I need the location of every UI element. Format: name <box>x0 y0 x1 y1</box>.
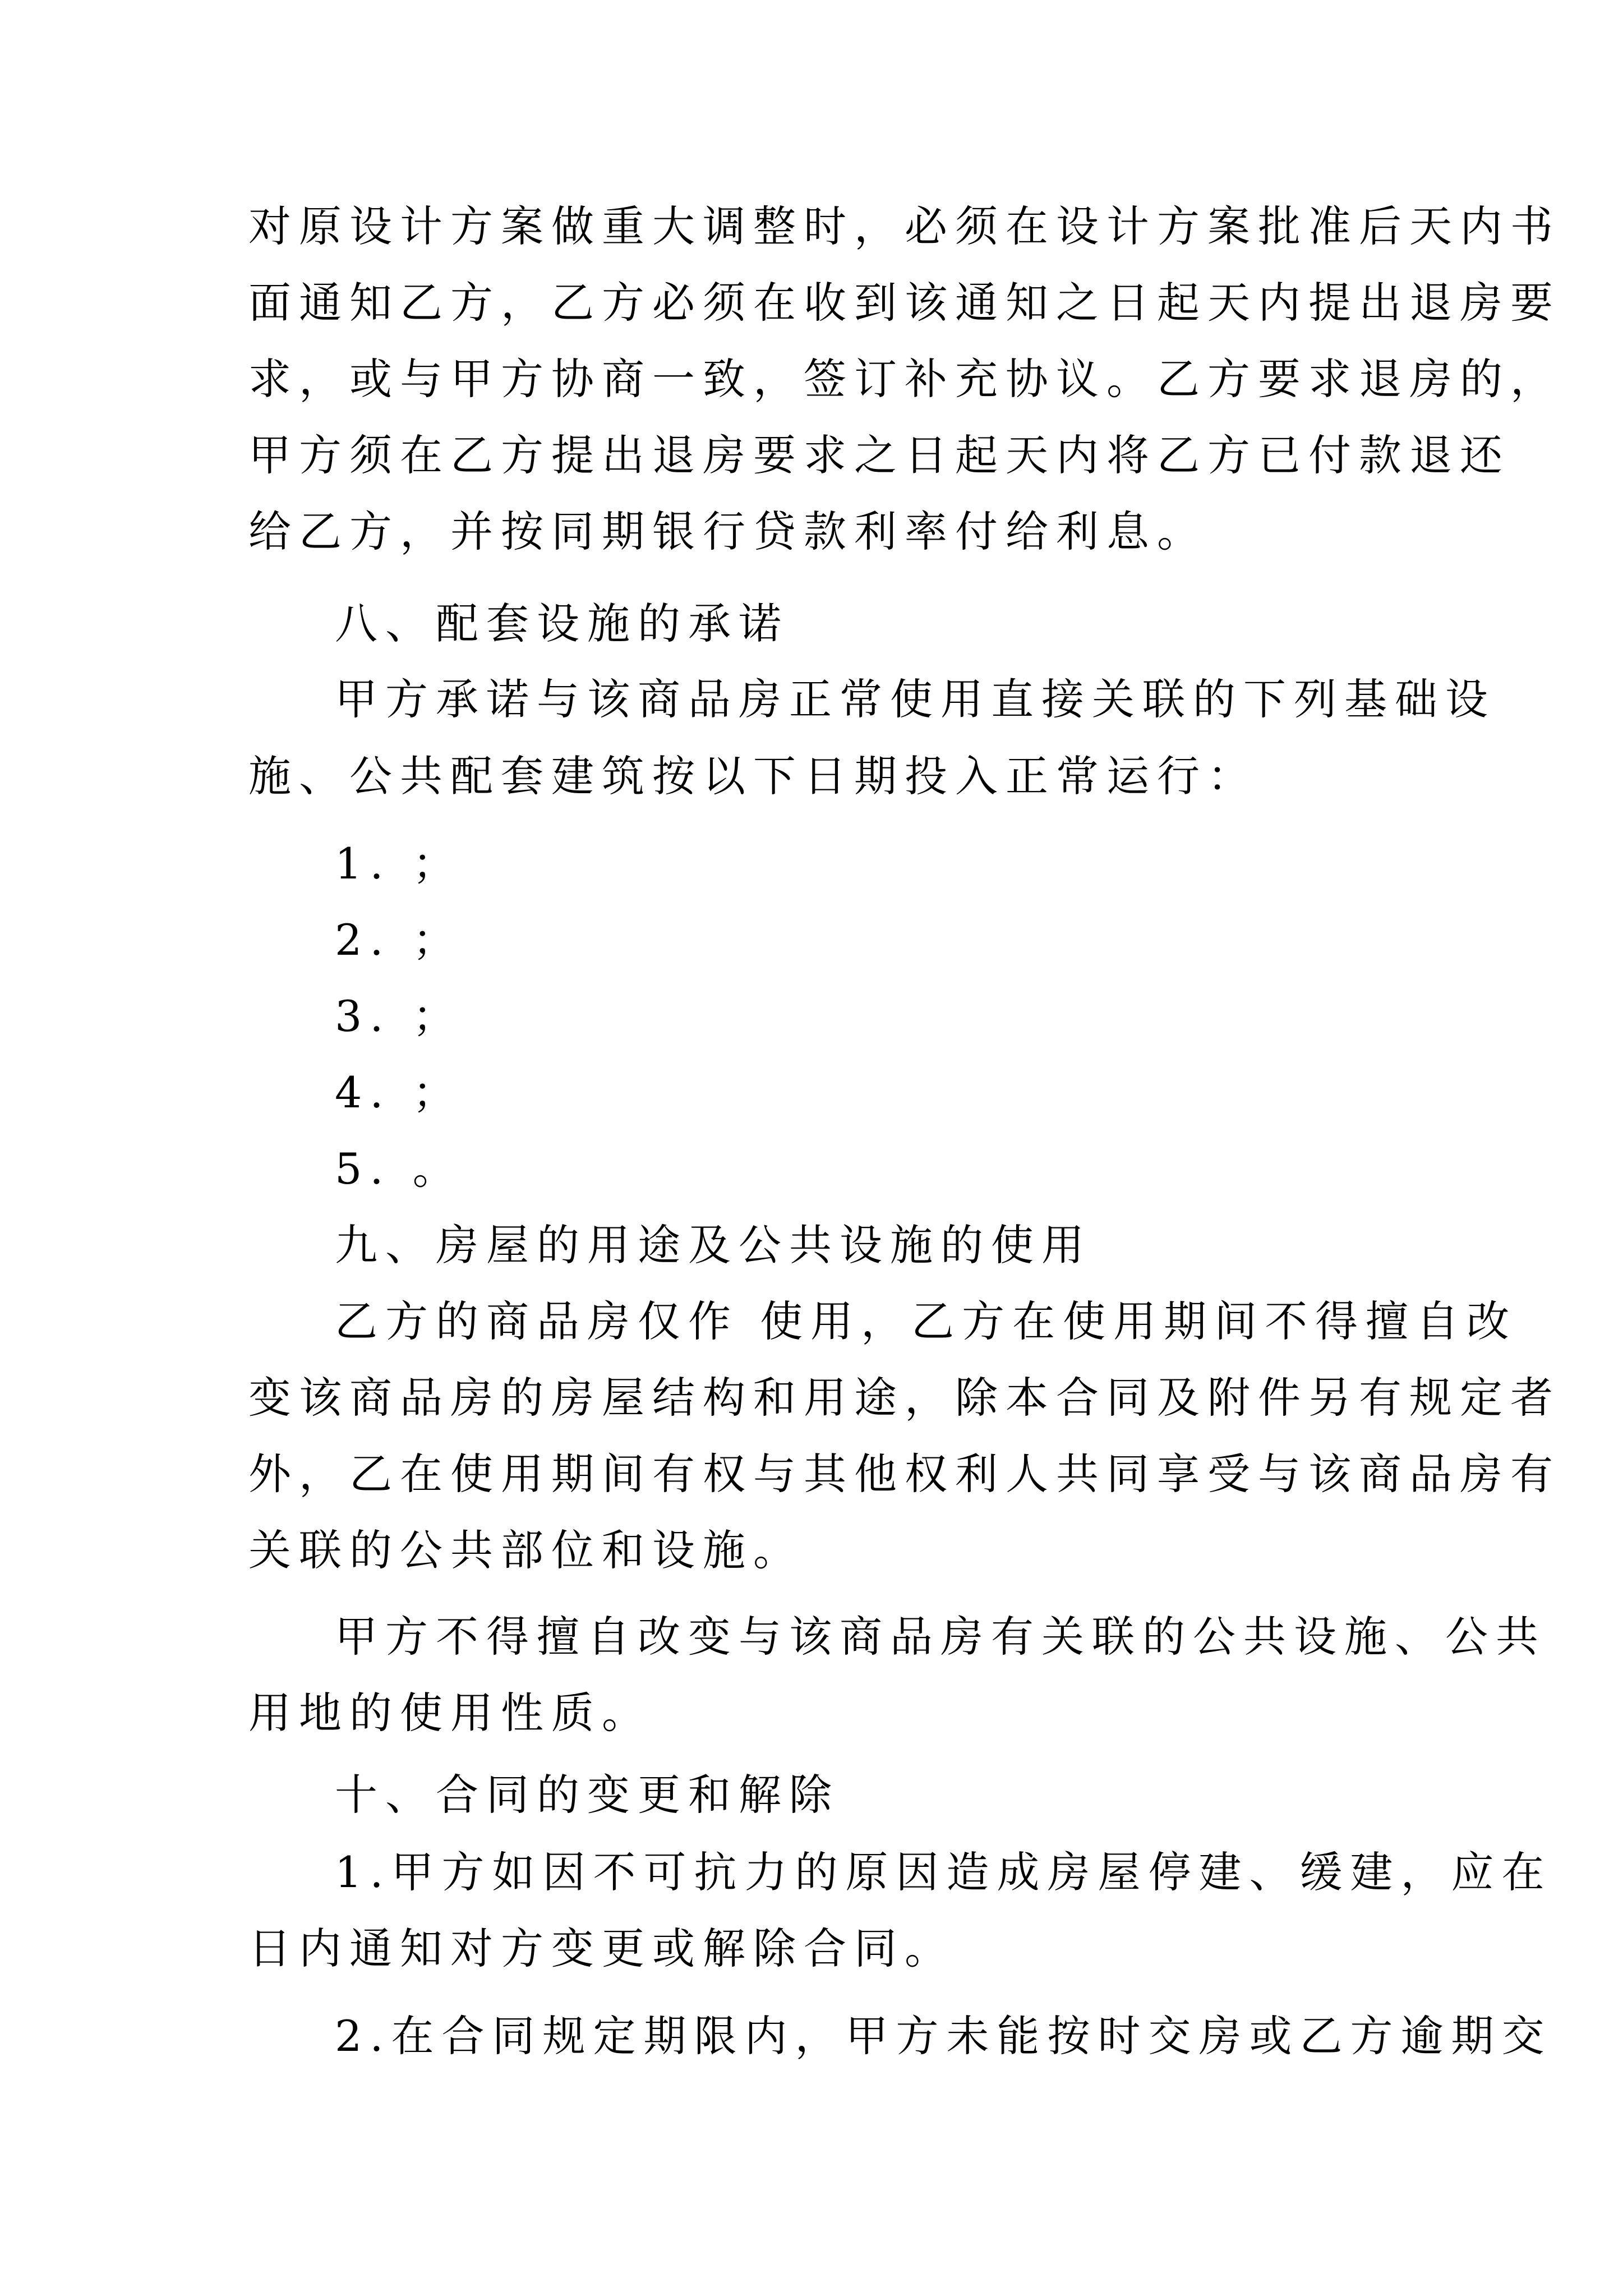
list-item: 4. ； <box>335 1068 463 1117</box>
list-item: 2. ； <box>335 915 463 965</box>
paragraph-line: 1.甲方如因不可抗力的原因造成房屋停建、缓建，应在 <box>335 1847 1552 1897</box>
paragraph-line: 用地的使用性质。 <box>248 1688 652 1738</box>
section-heading: 十、合同的变更和解除 <box>335 1770 840 1820</box>
paragraph-line: 乙方的商品房仅作 使用，乙方在使用期间不得擅自改 <box>335 1296 1518 1346</box>
paragraph-line: 甲方承诺与该商品房正常使用直接关联的下列基础设 <box>335 674 1496 724</box>
section-heading: 八、配套设施的承诺 <box>335 599 789 648</box>
paragraph-line: 对原设计方案做重大调整时，必须在设计方案批准后天内书 <box>248 201 1561 251</box>
paragraph-line: 甲方不得擅自改变与该商品房有关联的公共设施、公共 <box>335 1612 1546 1662</box>
paragraph-line: 日内通知对方变更或解除合同。 <box>248 1924 955 1973</box>
list-item: 3. ； <box>335 991 463 1041</box>
paragraph-line: 求，或与甲方协商一致，签订补充协议。乙方要求退房的， <box>248 354 1561 404</box>
list-item: 1. ； <box>335 839 463 889</box>
paragraph-line: 外，乙在使用期间有权与其他权利人共同享受与该商品房有 <box>248 1449 1561 1499</box>
paragraph-line: 变该商品房的房屋结构和用途，除本合同及附件另有规定者 <box>248 1373 1561 1423</box>
section-heading: 九、房屋的用途及公共设施的使用 <box>335 1220 1092 1270</box>
paragraph-line: 甲方须在乙方提出退房要求之日起天内将乙方已付款退还 <box>248 430 1510 480</box>
list-item: 5. 。 <box>335 1144 463 1194</box>
paragraph-line: 面通知乙方，乙方必须在收到该通知之日起天内提出退房要 <box>248 278 1561 328</box>
paragraph-line: 施、公共配套建筑按以下日期投入正常运行： <box>248 751 1258 801</box>
paragraph-line: 关联的公共部位和设施。 <box>248 1525 804 1575</box>
paragraph-line: 给乙方，并按同期银行贷款利率付给利息。 <box>248 507 1207 556</box>
paragraph-line: 2.在合同规定期限内，甲方未能按时交房或乙方逾期交 <box>335 2011 1552 2061</box>
